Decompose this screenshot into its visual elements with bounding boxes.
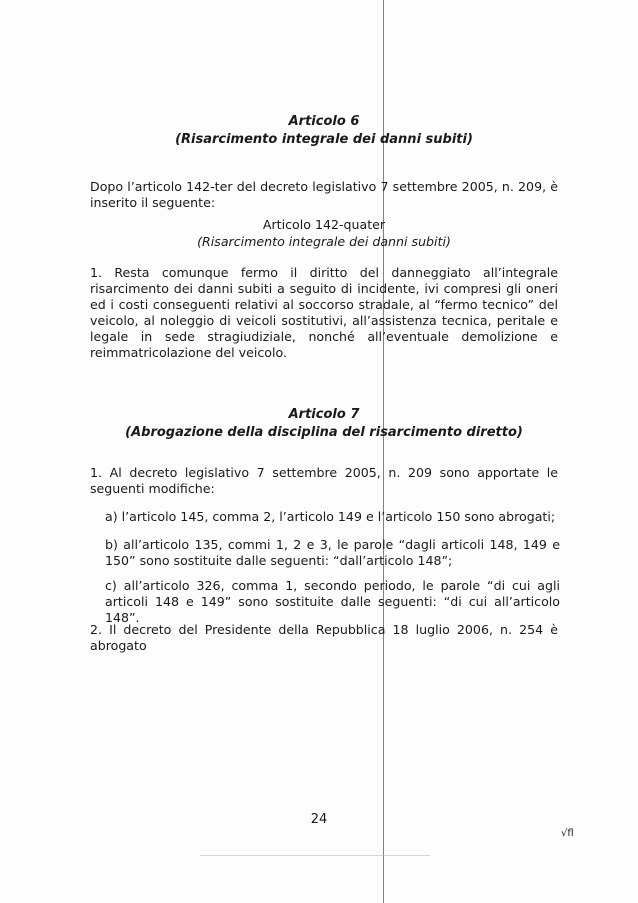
article-6-subtitle: (Risarcimento integrale dei danni subiti) — [175, 132, 473, 147]
article-142-quater-title: Articolo 142-quater — [262, 217, 386, 232]
article-6-title: Articolo 6 — [288, 114, 360, 129]
article-7-subtitle: (Abrogazione della disciplina del risarcimento diretto) — [125, 425, 523, 440]
scan-artifact-line — [200, 855, 430, 856]
article-6-intro: Dopo l’articolo 142-ter del decreto legislativo 7 settembre 2005, n. 209, è inserito il seguente: — [90, 179, 558, 210]
article-6-paragraph-1: 1. Resta comunque fermo il diritto del danneggiato all’integrale risarcimento dei danni subiti a seguito di incidente, ivi compresi gli oneri ed i costi conseguenti relativi al soccorso stradale, al “fermo tecnico” del veicolo, al noleggio di veicoli sostitutivi, all’assistenza tecnica, peritale e legale in sede stragiudiziale, nonché all’eventuale demolizione e reimmatricolazione del veicolo. — [90, 265, 558, 360]
page-number: 24 — [310, 812, 328, 827]
article-7-item-a: a) l’articolo 145, comma 2, l’articolo 149 e l’articolo 150 sono abrogati; — [105, 509, 556, 524]
article-7-paragraph-1: 1. Al decreto legislativo 7 settembre 2005, n. 209 sono apportate le seguenti modifiche: — [90, 465, 558, 496]
handwritten-initials: √fl — [561, 828, 574, 839]
article-7-item-b: b) all’articolo 135, commi 1, 2 e 3, le parole “dagli articoli 148, 149 e 150” sono sostituite dalle seguenti: “dall’articolo 148”; — [105, 537, 560, 568]
article-142-quater-subtitle: (Risarcimento integrale dei danni subiti) — [197, 234, 451, 249]
article-7-item-c: c) all’articolo 326, comma 1, secondo periodo, le parole “di cui agli articoli 148 e 149” sono sostituite dalle seguenti: “di cui all’articolo 148”. — [105, 578, 560, 625]
article-7-paragraph-2: 2. Il decreto del Presidente della Repubblica 18 luglio 2006, n. 254 è abrogato — [90, 622, 558, 653]
article-7-title: Articolo 7 — [288, 407, 360, 422]
